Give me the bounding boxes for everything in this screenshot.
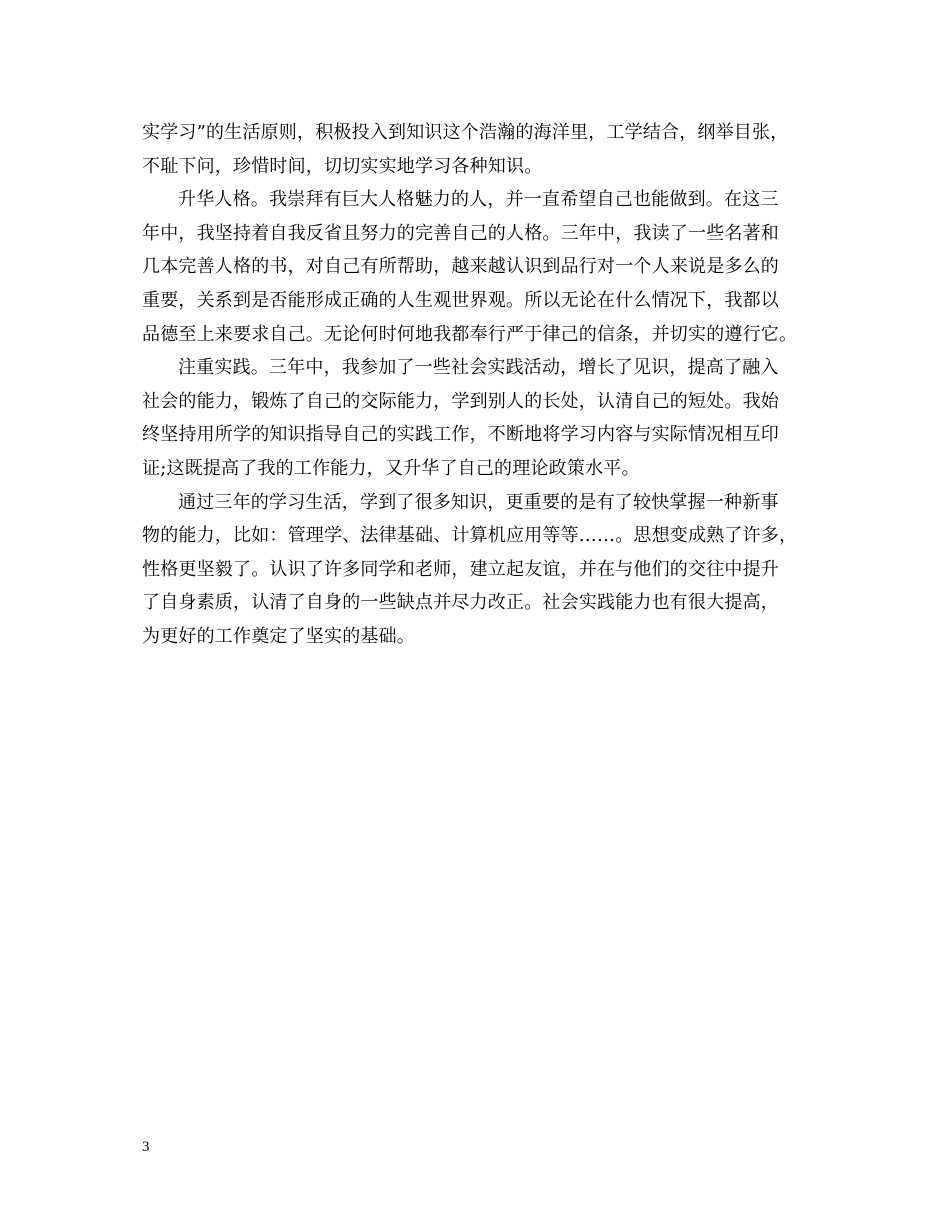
text-line: 物的能力，比如：管理学、法律基础、计算机应用等等……。思想变成熟了许多， bbox=[142, 525, 798, 547]
paragraph-start-line: 升华人格。我崇拜有巨大人格魅力的人，并一直希望自己也能做到。在这三 bbox=[178, 189, 779, 211]
paragraph-start-line: 注重实践。三年中，我参加了一些社会实践活动，增长了见识，提高了融入 bbox=[178, 357, 779, 379]
page-number: 3 bbox=[142, 1139, 150, 1155]
text-line: 品德至上来要求自己。无论何时何地我都奉行严于律己的信条，并切实的遵行它。 bbox=[142, 323, 798, 345]
text-line: 不耻下问，珍惜时间，切切实实地学习各种知识。 bbox=[142, 155, 543, 177]
text-line: 性格更坚毅了。认识了许多同学和老师，建立起友谊，并在与他们的交往中提升 bbox=[142, 558, 779, 580]
text-line: 为更好的工作奠定了坚实的基础。 bbox=[142, 625, 415, 647]
text-line: 几本完善人格的书，对自己有所帮助，越来越认识到品行对一个人来说是多么的 bbox=[142, 256, 779, 278]
paragraph-start-line: 通过三年的学习生活，学到了很多知识，更重要的是有了较快掌握一种新事 bbox=[178, 491, 779, 513]
text-line: 证;这既提高了我的工作能力，又升华了自己的理论政策水平。 bbox=[142, 457, 640, 479]
text-line: 社会的能力，锻炼了自己的交际能力，学到别人的长处，认清自己的短处。我始 bbox=[142, 390, 779, 412]
text-line: 年中，我坚持着自我反省且努力的完善自己的人格。三年中，我读了一些名著和 bbox=[142, 222, 779, 244]
text-line: 重要，关系到是否能形成正确的人生观世界观。所以无论在什么情况下，我都以 bbox=[142, 289, 779, 311]
document-body bbox=[142, 116, 814, 654]
text-line: 了自身素质，认清了自身的一些缺点并尽力改正。社会实践能力也有很大提高， bbox=[142, 592, 779, 614]
text-line: 终坚持用所学的知识指导自己的实践工作，不断地将学习内容与实际情况相互印 bbox=[142, 424, 779, 446]
text-line: 实学习”的生活原则，积极投入到知识这个浩瀚的海洋里，工学结合，纲举目张， bbox=[142, 122, 789, 143]
